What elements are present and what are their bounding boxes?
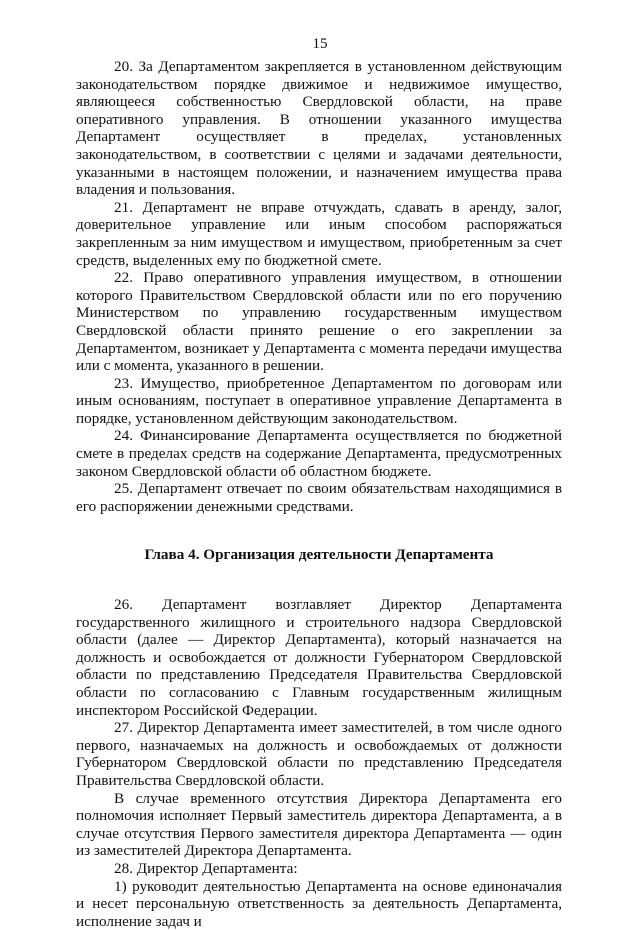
- paragraph-28: 28. Директор Департамента:: [114, 859, 298, 877]
- chapter-heading: Глава 4. Организация деятельности Департамента: [144, 546, 494, 564]
- paragraph-27: 27. Директор Департамента имеет заместителей, в том числе одного первого, назначаемых на должность и освобождаемых от должности Губернатором Свердловской области по представлению Председателя Правительства Свердловской области.: [76, 719, 562, 789]
- paragraph-22: 22. Право оперативного управления имуществом, в отношении которого Правительством Свердловской области или по его поручению Министерством по управлению государственным имуществом Свердловской области принято решение о его закреплении за Департаментом, возникает у Департамента с момента передачи имущества или с момента, указанного в решении.: [76, 269, 562, 375]
- page-number: 15: [312, 36, 328, 52]
- paragraph-23: 23. Имущество, приобретенное Департаментом по договорам или иным основаниям, поступает в оперативное управление Департамента в порядке, установленном действующим законодательством.: [76, 374, 562, 427]
- paragraph-20: 20. За Департаментом закрепляется в установленном действующим законодательством порядке движимое и недвижимое имущество, являющееся собственностью Свердловской области, на праве оперативного управления. В отношении указанного имущества Департамент осуществляет в пределах, установленных законодательством, в соответствии с целями и задачами деятельности, указанными в настоящем положении, и назначением имущества права владения и пользования.: [76, 58, 562, 199]
- paragraph-21: 21. Департамент не вправе отчуждать, сдавать в аренду, залог, доверительное управление или иным способом распоряжаться закрепленным за ним имуществом и имуществом, приобретенным за счет средств, выделенных ему по бюджетной смете.: [76, 198, 562, 269]
- paragraph-26: 26. Департамент возглавляет Директор Департамента государственного жилищного и строительного надзора Свердловской области (далее — Директор Департамента), который назначается на должность и освобождается от должности Губернатором Свердловской области по представлению Председателя Правительства Свердловской области по согласованию с Главным государственным жилищным инспектором Российской Федерации.: [76, 596, 562, 719]
- paragraph-28-item-1: 1) руководит деятельностью Департамента на основе единоначалия и несет персональную ответственность за деятельность Департамента, исполнение задач и: [76, 877, 562, 930]
- paragraph-25: 25. Департамент отвечает по своим обязательствам находящимися в его распоряжении денежными средствами.: [76, 480, 562, 515]
- paragraph-24: 24. Финансирование Департамента осуществляется по бюджетной смете в пределах средств на содержание Департамента, предусмотренных законом Свердловской области об областном бюджете.: [76, 427, 562, 480]
- document-body: [76, 58, 562, 930]
- paragraph-27-continued: В случае временного отсутствия Директора Департамента его полномочия исполняет Первый заместитель директора Департамента, а в случае отсутствия Первого заместителя директора Департамента — один из заместителей Директора Департамента.: [76, 789, 562, 860]
